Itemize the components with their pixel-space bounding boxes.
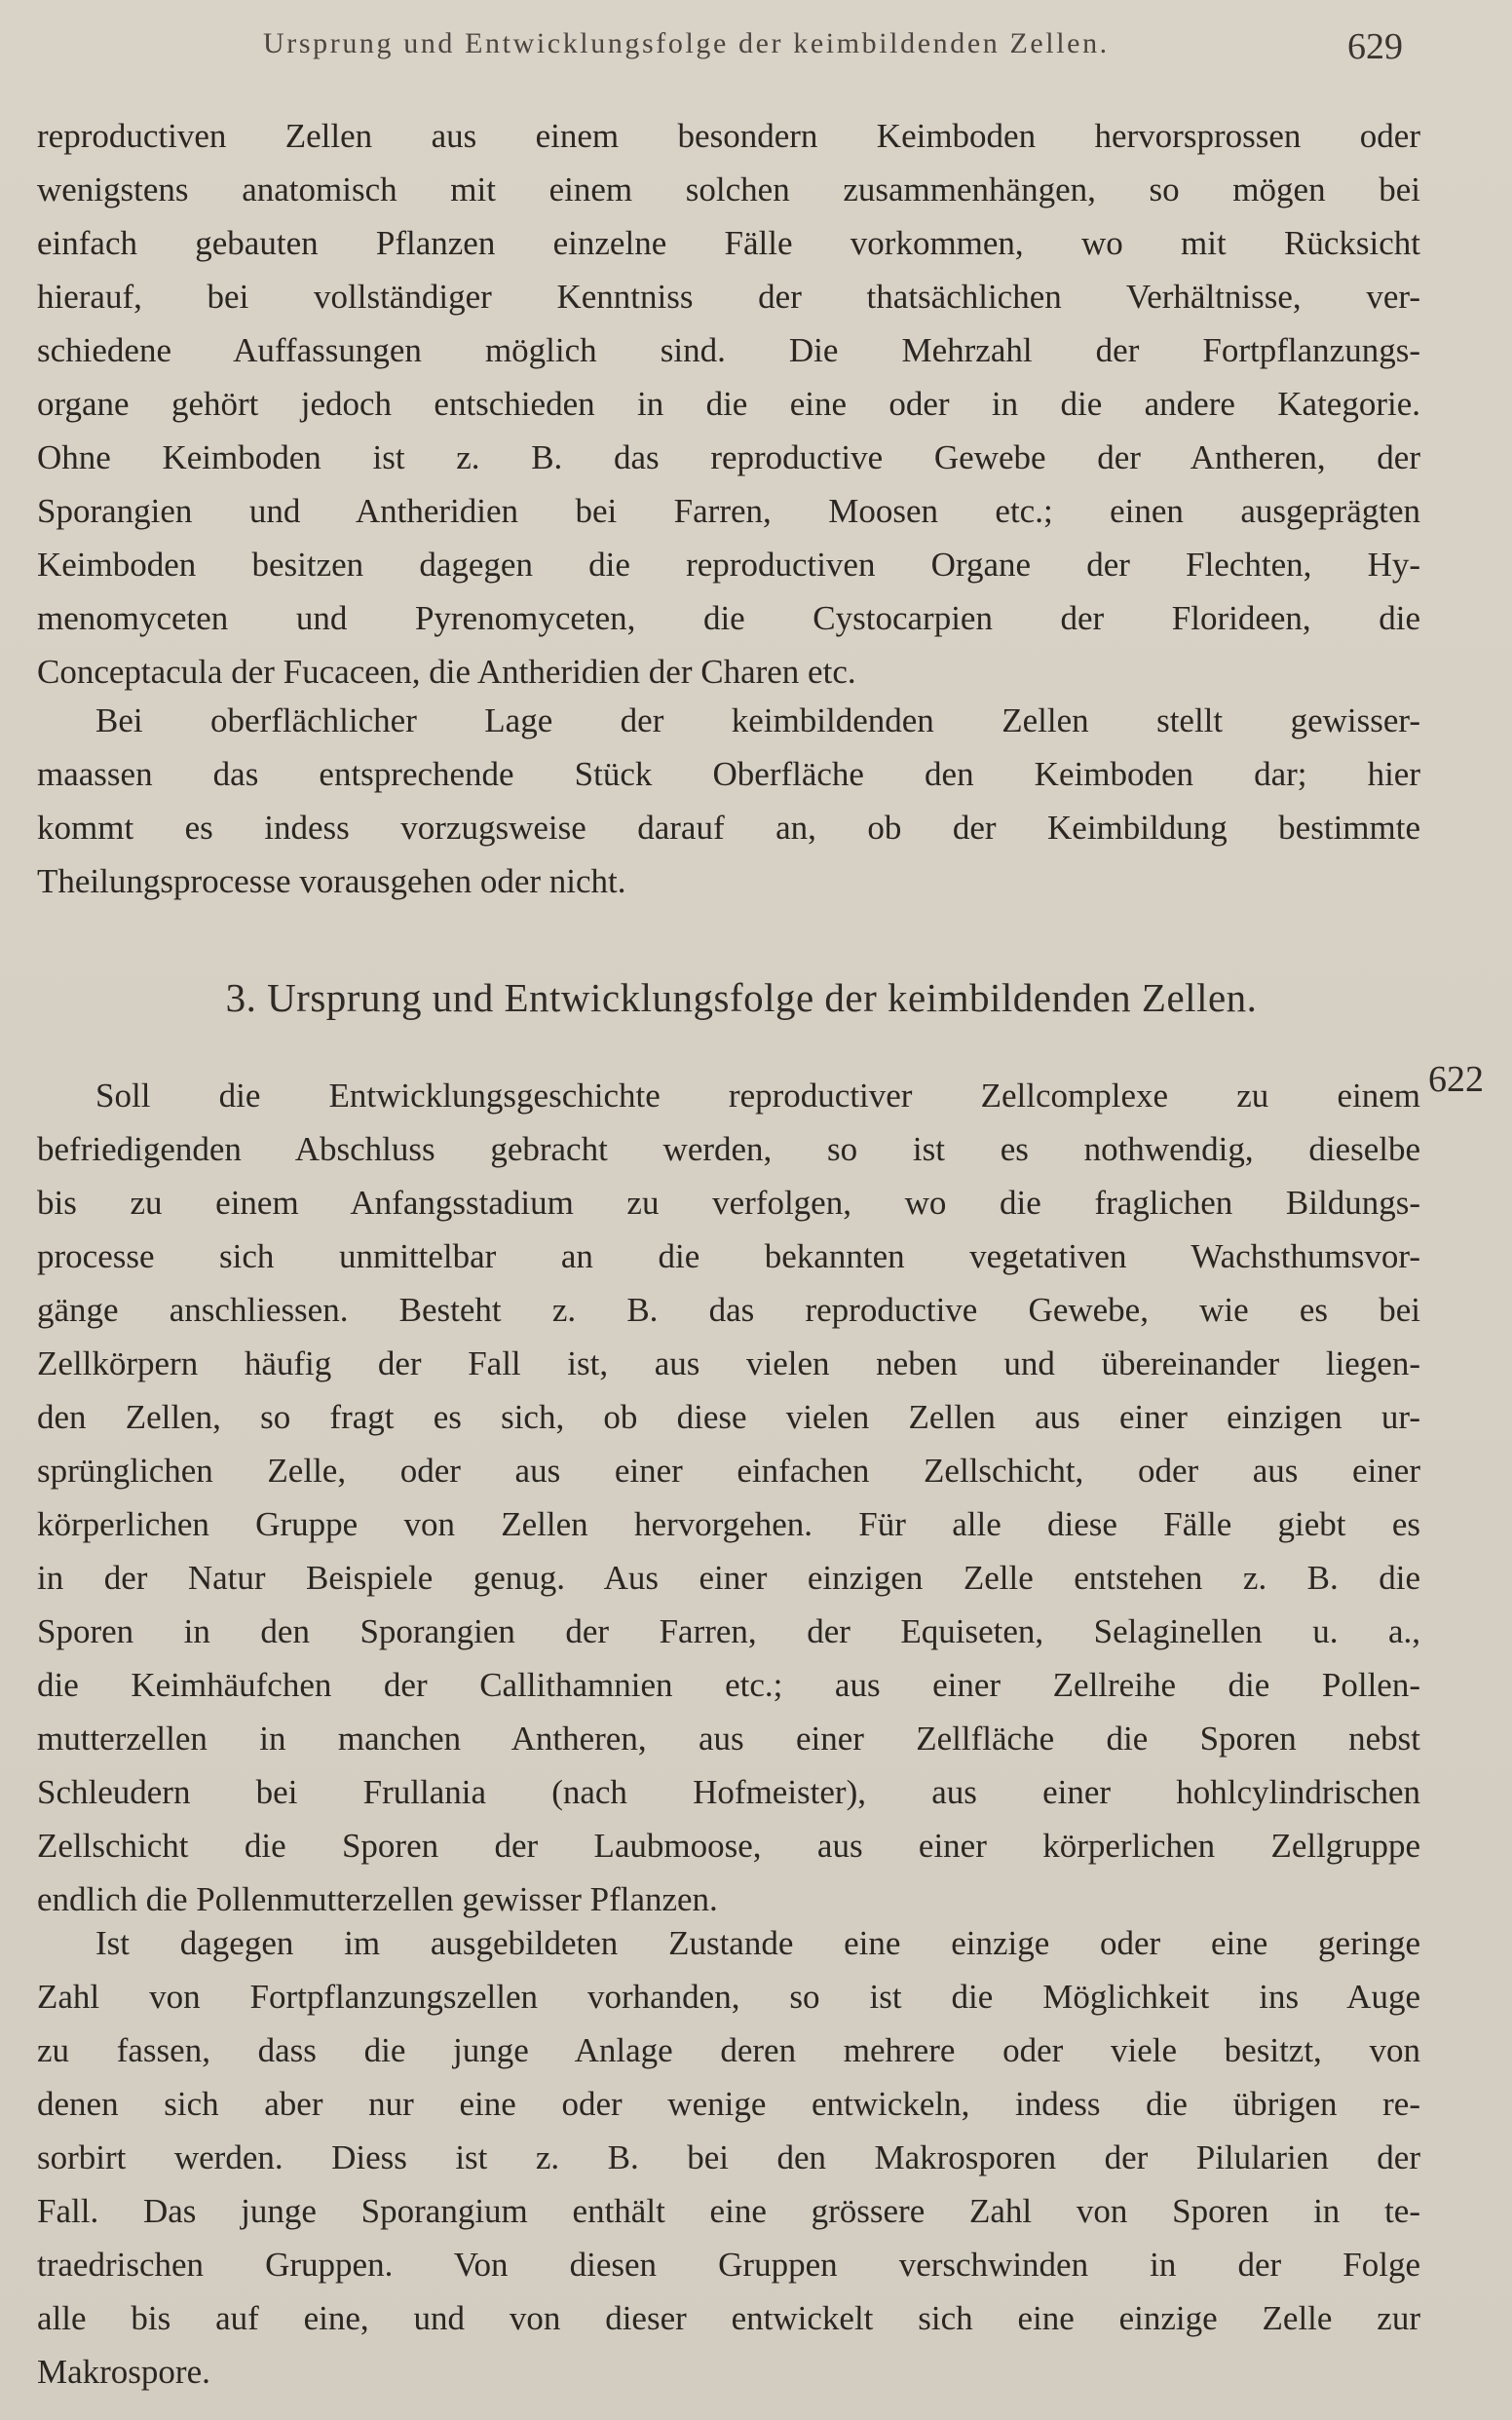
text-line: reproductiven Zellen aus einem besondern Keimboden hervorsprossen oder	[37, 117, 1420, 155]
text-line: den Zellen, so fragt es sich, ob diese vielen Zellen aus einer einzigen ur-	[37, 1398, 1420, 1436]
text-line: Bei oberflächlicher Lage der keimbildenden Zellen stellt gewisser-	[95, 701, 1420, 739]
text-line: Conceptacula der Fucaceen, die Antheridien der Charen etc.	[37, 653, 856, 691]
text-line: endlich die Pollenmutterzellen gewisser Pflanzen.	[37, 1880, 718, 1918]
text-line: die Keimhäufchen der Callithamnien etc.; aus einer Zellreihe die Pollen-	[37, 1666, 1420, 1704]
running-title: Ursprung und Entwicklungsfolge der keimbildenden Zellen.	[263, 27, 1110, 59]
text-line: denen sich aber nur eine oder wenige entwickeln, indess die übrigen re-	[37, 2085, 1420, 2123]
paragraph-4	[37, 1916, 1420, 2399]
text-line: processe sich unmittelbar an die bekannten vegetativen Wachsthumsvor-	[37, 1237, 1420, 1275]
text-line: Sporen in den Sporangien der Farren, der Equiseten, Selaginellen u. a.,	[37, 1612, 1420, 1650]
text-line: in der Natur Beispiele genug. Aus einer einzigen Zelle entstehen z. B. die	[37, 1559, 1420, 1597]
paragraph-1	[37, 109, 1420, 699]
text-line: hierauf, bei vollständiger Kenntniss der thatsächlichen Verhältnisse, ver-	[37, 278, 1420, 316]
page-number: 629	[1347, 26, 1403, 67]
text-line: Fall. Das junge Sporangium enthält eine grössere Zahl von Sporen in te-	[37, 2192, 1420, 2230]
text-line: Sporangien und Antheridien bei Farren, Moosen etc.; einen ausgeprägten	[37, 492, 1420, 530]
text-line: sprünglichen Zelle, oder aus einer einfachen Zellschicht, oder aus einer	[37, 1452, 1420, 1490]
text-line: einfach gebauten Pflanzen einzelne Fälle vorkommen, wo mit Rücksicht	[37, 224, 1420, 262]
section-heading-text: 3. Ursprung und Entwicklungsfolge der keimbildenden Zellen.	[225, 975, 1258, 1020]
text-line: körperlichen Gruppe von Zellen hervorgehen. Für alle diese Fälle giebt es	[37, 1505, 1420, 1543]
text-line: Schleudern bei Frullania (nach Hofmeister), aus einer hohlcylindrischen	[37, 1773, 1420, 1811]
paragraph-3	[37, 1069, 1420, 1926]
text-line: alle bis auf eine, und von dieser entwickelt sich eine einzige Zelle zur	[37, 2299, 1420, 2337]
text-line: Soll die Entwicklungsgeschichte reproductiver Zellcomplexe zu einem	[95, 1077, 1420, 1115]
text-line: bis zu einem Anfangsstadium zu verfolgen, wo die fraglichen Bildungs-	[37, 1184, 1420, 1222]
text-line: Ohne Keimboden ist z. B. das reproductive Gewebe der Antheren, der	[37, 438, 1420, 476]
text-line: maassen das entsprechende Stück Oberfläche den Keimboden dar; hier	[37, 755, 1420, 793]
text-line: Zellkörpern häufig der Fall ist, aus vielen neben und übereinander liegen-	[37, 1344, 1420, 1382]
text-line: Ist dagegen im ausgebildeten Zustande eine einzige oder eine geringe	[95, 1924, 1420, 1962]
text-line: zu fassen, dass die junge Anlage deren mehrere oder viele besitzt, von	[37, 2031, 1420, 2069]
text-line: sorbirt werden. Diess ist z. B. bei den Makrosporen der Pilularien der	[37, 2138, 1420, 2176]
text-line: mutterzellen in manchen Antheren, aus einer Zellfläche die Sporen nebst	[37, 1720, 1420, 1758]
paragraph-2	[37, 694, 1420, 908]
text-line: befriedigenden Abschluss gebracht werden, so ist es nothwendig, dieselbe	[37, 1130, 1420, 1168]
text-line: organe gehört jedoch entschieden in die eine oder in die andere Kategorie.	[37, 385, 1420, 423]
text-line: traedrischen Gruppen. Von diesen Gruppen verschwinden in der Folge	[37, 2246, 1420, 2284]
text-line: wenigstens anatomisch mit einem solchen zusammenhängen, so mögen bei	[37, 170, 1420, 208]
text-line: menomyceten und Pyrenomyceten, die Cystocarpien der Florideen, die	[37, 599, 1420, 637]
text-line: Zellschicht die Sporen der Laubmoose, aus einer körperlichen Zellgruppe	[37, 1827, 1420, 1865]
running-head	[0, 27, 1512, 66]
text-line: Theilungsprocesse vorausgehen oder nicht.	[37, 862, 626, 900]
text-line: Makrospore.	[37, 2353, 210, 2391]
text-line: Zahl von Fortpflanzungszellen vorhanden, so ist die Möglichkeit ins Auge	[37, 1978, 1420, 2016]
margin-section-number: 622	[1428, 1059, 1484, 1100]
text-line: gänge anschliessen. Besteht z. B. das reproductive Gewebe, wie es bei	[37, 1291, 1420, 1329]
text-line: kommt es indess vorzugsweise darauf an, ob der Keimbildung bestimmte	[37, 809, 1420, 847]
section-heading	[0, 974, 1512, 1021]
text-line: Keimboden besitzen dagegen die reproductiven Organe der Flechten, Hy-	[37, 546, 1420, 584]
text-line: schiedene Auffassungen möglich sind. Die Mehrzahl der Fortpflanzungs-	[37, 331, 1420, 369]
